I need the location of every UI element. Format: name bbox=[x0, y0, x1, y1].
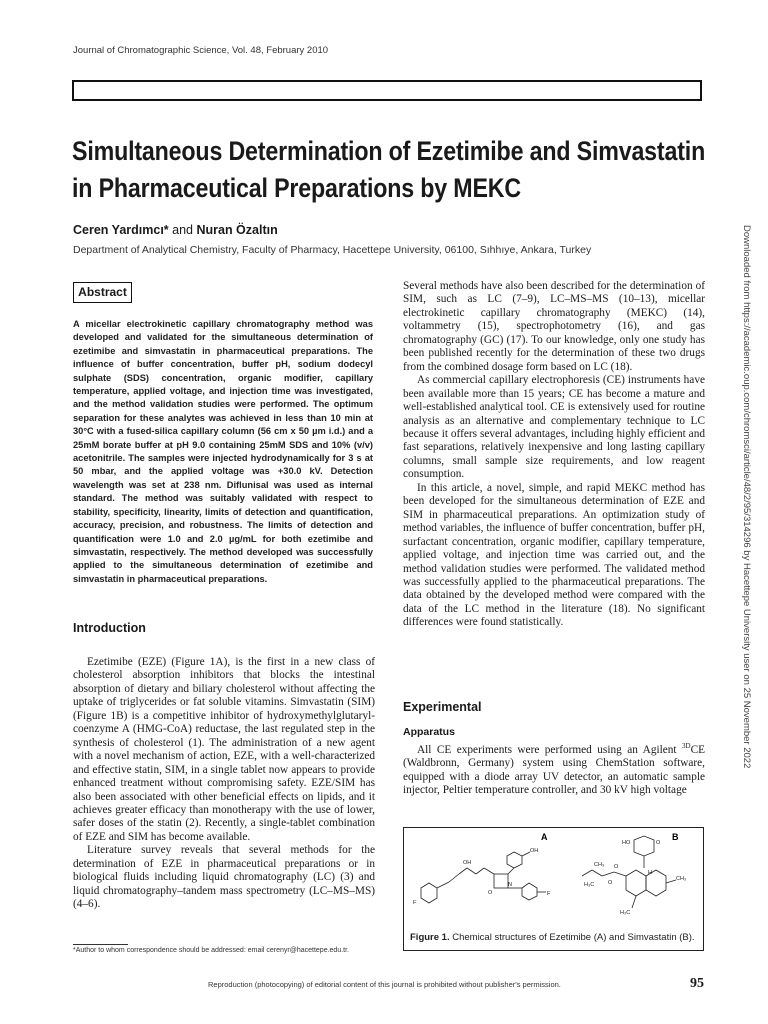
right-column-text bbox=[403, 280, 705, 630]
atom-ch3-b1: CH₃ bbox=[594, 862, 605, 868]
footnote-rule bbox=[73, 944, 128, 945]
atom-oh-a2: OH bbox=[530, 848, 539, 854]
figure-caption bbox=[410, 932, 695, 943]
figure-caption-label: Figure 1. bbox=[410, 932, 450, 943]
right-paragraph-2: As commercial capillary electrophoresis (CE) instruments have been available more than 15 years; CE has become a mature and well-established analytical tool. CE is extensively used for routine analysis as an alternative and complementary technique to LC because it offers several advantages, including highly efficient and fast separations, relatively inexpensive and long lasting capillary columns, small sample size requirements, and low reagent consumption. bbox=[403, 374, 705, 481]
figure-caption-text: Chemical structures of Ezetimibe (A) and Simvastatin (B). bbox=[449, 932, 695, 943]
experimental-heading: Experimental bbox=[403, 700, 482, 714]
download-notice: Downloaded from https://academic.oup.com/chromsci/article/48/2/95/314296 by Hacettepe University user on 25 November 2022 bbox=[741, 225, 752, 769]
footer-copyright: Reproduction (photocopying) of editorial content of this journal is prohibited without publisher's permission. bbox=[208, 980, 561, 989]
atom-ho-b: HO bbox=[622, 840, 631, 846]
atom-f-a2: F bbox=[547, 891, 551, 897]
author-2: Nuran Özaltın bbox=[196, 223, 278, 237]
azetidinone-ring bbox=[494, 874, 508, 888]
figure-label-b: B bbox=[672, 832, 679, 842]
ring-a-fluorophenyl bbox=[421, 883, 437, 903]
chemical-structures bbox=[404, 828, 703, 928]
apparatus-sup: 3D bbox=[682, 742, 691, 750]
author-1: Ceren Yardımcı* bbox=[73, 223, 169, 237]
atom-h3c-b1: H₃C bbox=[584, 882, 595, 888]
authors bbox=[73, 223, 278, 237]
apparatus-heading: Apparatus bbox=[403, 726, 455, 738]
footnote: *Author to whom correspondence should be addressed: email cerenyr@hacettepe.edu.tr. bbox=[73, 947, 349, 954]
atom-o-b: O bbox=[656, 840, 661, 846]
atom-o-b1: O bbox=[614, 864, 619, 870]
ring-a-fluorophenyl-2 bbox=[522, 883, 537, 900]
apparatus-text-b: CE (Waldbronn, Germany) system using ChemStation software, equipped with a diode array UV detector, an automatic sample injector, Peltier temperature controller, and 30 kV high voltage bbox=[403, 743, 705, 797]
abstract-heading: Abstract bbox=[73, 282, 132, 303]
figure-label-a: A bbox=[541, 832, 548, 842]
intro-paragraph-1: Ezetimibe (EZE) (Figure 1A), is the first in a new class of cholesterol absorption inhibitors that blocks the intestinal absorption of dietary and biliary cholesterol without affecting the uptake of triglycerides or fat soluble vitamins. Simvastatin (SIM) (Figure 1B) is a competitive inhibitor of hydroxymethylglutaryl-coenzyme A (HMG-CoA) reductase, the last regulated step in the synthesis of cholesterol (1). The administration of a new agent with a novel mechanism of action, EZE, with a well-characterized and effective statin, SIM, in a single tablet now appears to provide enhanced treatment without compromising safety. EZE/SIM has also been associated with other beneficial effects on lipids, and it achieves greater efficacy than monotherapy with the use of lower, safer doses of the statin (2). Recently, a single-tablet combination of EZE and SIM has become available. bbox=[73, 656, 375, 843]
atom-o-b2: O bbox=[608, 880, 613, 886]
apparatus-text bbox=[403, 740, 705, 798]
atom-h3c-b2: H₃C bbox=[620, 910, 631, 916]
introduction-heading: Introduction bbox=[73, 621, 146, 635]
right-paragraph-1: Several methods have also been described for the determination of SIM, such as LC (7–9), LC–MS–MS (10–13), micellar electrokinetic capillary chromatography (MEKC) (14), voltammetry (15), spectrophotometry (16), and gas chromatography (GC) (17). To our knowledge, only one study has been published recently for the determination of these two drugs from the combined dosage form based on LC (18). bbox=[403, 280, 705, 373]
lactone-ring bbox=[634, 836, 654, 856]
author-connector: and bbox=[168, 223, 197, 237]
atom-o-a: O bbox=[488, 890, 493, 896]
affiliation: Department of Analytical Chemistry, Faculty of Pharmacy, Hacettepe University, 06100, Sıhhıye, Ankara, Turkey bbox=[73, 244, 592, 256]
atom-h-b: H bbox=[648, 870, 652, 876]
ring-a-hydroxyphenyl bbox=[507, 852, 522, 868]
journal-header: Journal of Chromatographic Science, Vol. 48, February 2010 bbox=[73, 45, 329, 56]
ring-b-1 bbox=[626, 870, 646, 896]
atom-n-a: N bbox=[508, 882, 512, 888]
right-paragraph-3: In this article, a novel, simple, and rapid MEKC method has been developed for the simultaneous determination of EZE and SIM in pharmaceutical preparations. An optimization study of method variables, the influence of buffer concentration, buffer pH, surfactant concentration, organic modifier, capillary temperature, applied voltage, and injection time was carried out, and the method validation studies were performed. The validated method was successfully applied to the pharmaceutical preparations. The data obtained by the developed method were compared with the data of the LC method in the literature (18). No significant differences were found statistically. bbox=[403, 481, 705, 629]
atom-oh-a1: OH bbox=[463, 860, 472, 866]
atom-f-a1: F bbox=[413, 900, 417, 906]
introduction-text bbox=[73, 656, 375, 912]
atom-ch3-b2: CH₃ bbox=[676, 876, 687, 882]
apparatus-text-a: All CE experiments were performed using an Agilent bbox=[417, 743, 682, 756]
intro-paragraph-2: Literature survey reveals that several methods for the determination of EZE in pharmaceutical preparations or in biological fluids including liquid chromatography (LC) (3) and liquid chromatography–tandem mass spectrometry (LC–MS–MS) (4–6). bbox=[73, 844, 375, 911]
abstract-text: A micellar electrokinetic capillary chromatography method was developed and validated for the simultaneous determination of ezetimibe and simvastatin in pharmaceutical preparations. The influence of buffer concentration, buffer pH, sodium dodecyl sulphate (SDS) concentration, organic modifier, capillary temperature, applied voltage, and injection time was investigated, and the method validation studies were performed. The optimum separation for these analytes was achieved in less than 10 min at 30°C with a fused-silica capillary column (56 cm x 50 µm i.d.) and a 25mM borate buffer at pH 9.0 containing 25mM SDS and 10% (v/v) acetonitrile. The samples were injected hydrodynamically for 3 s at 50 mbar, and the applied voltage was +30.0 kV. Detection wavelength was set at 238 nm. Diflunisal was used as internal standard. The method was suitably validated with respect to stability, specificity, linearity, limits of detection and quantification, accuracy, precision, and robustness. The limits of detection and quantification were 1.0 and 2.0 µg/mL for both ezetimibe and simvastatin, respectively. The method developed was successfully applied to the simultaneous determination of ezetimibe and simvastatin in pharmaceutical preparations. bbox=[73, 319, 373, 584]
header-banner-box bbox=[72, 80, 702, 101]
page-number: 95 bbox=[690, 976, 704, 991]
article-title: Simultaneous Determination of Ezetimibe and Simvastatin in Pharmaceutical Preparations by MEKC bbox=[72, 136, 706, 203]
